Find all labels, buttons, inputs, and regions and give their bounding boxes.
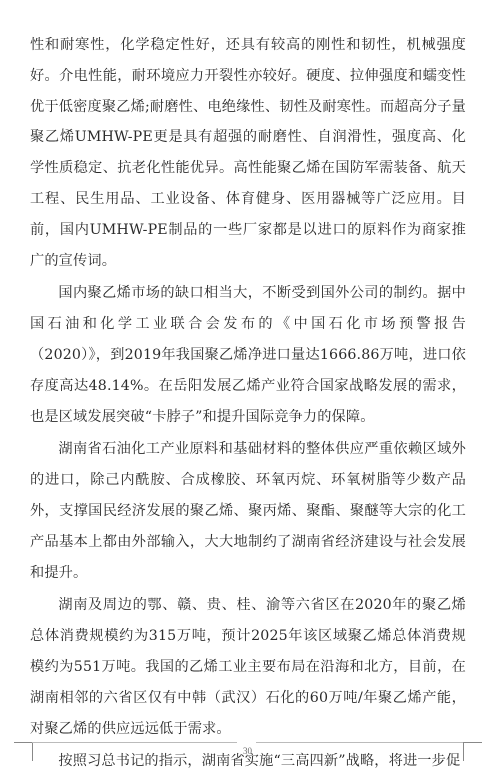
footer-rule-left xyxy=(32,742,237,743)
footer-rule-right xyxy=(256,742,463,743)
paragraph-hunan-supply: 湖南省石油化工产业原料和基础材料的整体供应严重依赖区域外的进口，除己内酰胺、合成橡胶、环氧丙烷、环氧树脂等少数产品外，支撑国民经济发展的聚乙烯、聚丙烯、聚酯、聚醚等大宗的化工产品基本上都由外部输入，大大地制约了湖南省经济建设与社会发展和提升。 xyxy=(30,441,466,581)
paragraph-strategy: 按照习总书记的指示，湖南省实施“三高四新”战略，将进一步促 xyxy=(58,753,461,770)
paragraph-regional-demand: 湖南及周边的鄂、赣、贵、桂、渝等六省区在2020年的聚乙烯总体消费规模约为315万吨，预计2025年该区域聚乙烯总体消费规模约为551万吨。我国的乙烯工业主要布局在沿海和北方，目前，在湖南相邻的六省区仅有中韩（武汉）石化的60万吨/年聚乙烯产能，对聚乙烯的供应远远低于需求。 xyxy=(30,597,466,737)
paragraph-continuation: 性和耐寒性，化学稳定性好，还具有较高的刚性和韧性，机械强度好。介电性能，耐环境应力开裂性亦较好。硬度、拉伸强度和蠕变性优于低密度聚乙烯;耐磨性、电绝缘性、韧性及耐寒性。而超高分子量聚乙烯UMHW-PE更是具有超强的耐磨性、自润滑性，强度高、化学性质稳定、抗老化性能优异。高性能聚乙烯在国防军需装备、航天工程、民生用品、工业设备、体育健身、医用器械等广泛应用。目前，国内UMHW-PE制品的一些厂家都是以进口的原料作为商家推广的宣传词。 xyxy=(30,37,466,269)
page-number: 30 xyxy=(243,746,252,756)
paragraph-market-gap: 国内聚乙烯市场的缺口相当大，不断受到国外公司的制约。据中国石油和化学工业联合会发布的《中国石化市场预警报告（2020）》，到2019年我国聚乙烯净进口量达1666.86万吨，进口依存度高达48.14%。在岳阳发展乙烯产业符合国家战略发展的需求，也是区域发展突破“卡脖子”和提升国际竞争力的保障。 xyxy=(30,285,466,425)
body-text xyxy=(30,0,466,777)
